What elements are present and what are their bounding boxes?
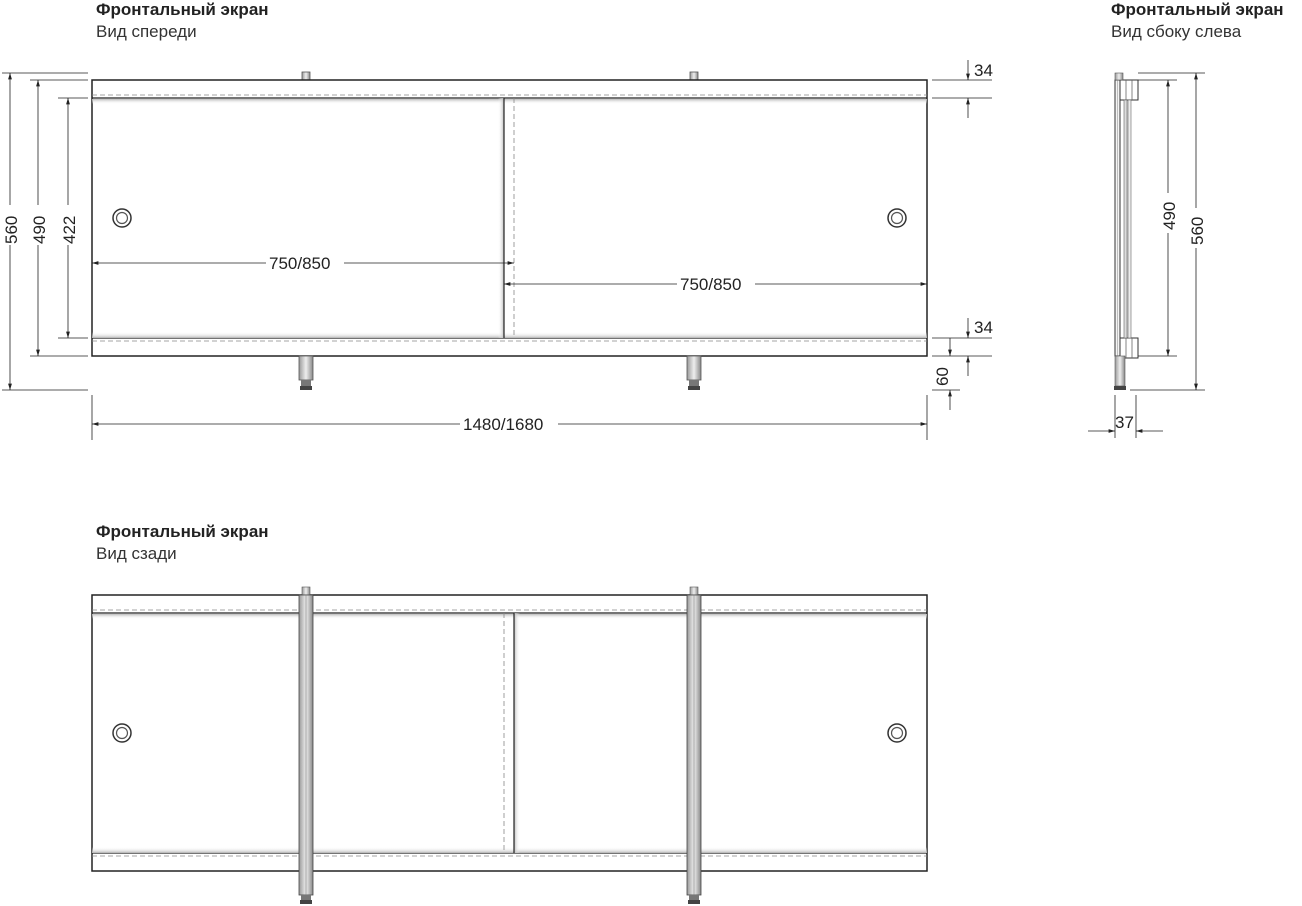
leg-right (687, 356, 701, 390)
back-handle-left (113, 724, 131, 742)
back-panel-outline (92, 595, 927, 871)
dim-inner-height: 422 (60, 215, 79, 244)
back-view (92, 587, 927, 904)
back-handle-right (888, 724, 906, 742)
side-view (1114, 73, 1138, 390)
handle-right (888, 209, 906, 227)
back-support-left (299, 587, 313, 904)
dim-top-rail: 34 (974, 61, 993, 80)
handle-left (113, 209, 131, 227)
dim-side-total-height: 560 (1188, 216, 1207, 245)
back-view-subtitle: Вид сзади (96, 544, 177, 563)
dim-bottom-rail: 34 (974, 318, 993, 337)
front-view (92, 72, 927, 390)
front-view-title: Фронтальный экран (96, 0, 269, 19)
dim-side-panel-height: 490 (1160, 201, 1179, 230)
dim-right-section-width: 750/850 (680, 275, 742, 294)
side-view-subtitle: Вид сбоку слева (1111, 22, 1242, 41)
dim-total-height: 560 (2, 215, 21, 244)
dim-left-section-width: 750/850 (269, 254, 331, 273)
dim-total-width: 1480/1680 (463, 415, 544, 434)
side-view-title: Фронтальный экран (1111, 0, 1284, 19)
back-support-right (687, 587, 701, 904)
leg-left (299, 356, 313, 390)
back-view-title: Фронтальный экран (96, 522, 269, 541)
top-bolt-right (690, 72, 698, 80)
front-view-subtitle: Вид спереди (96, 22, 197, 41)
top-bolt-left (302, 72, 310, 80)
side-dimensions (1088, 73, 1205, 438)
dim-leg-height: 60 (933, 367, 952, 386)
dim-side-depth: 37 (1115, 413, 1134, 432)
dim-panel-height: 490 (30, 215, 49, 244)
front-panel-outline (92, 80, 927, 356)
